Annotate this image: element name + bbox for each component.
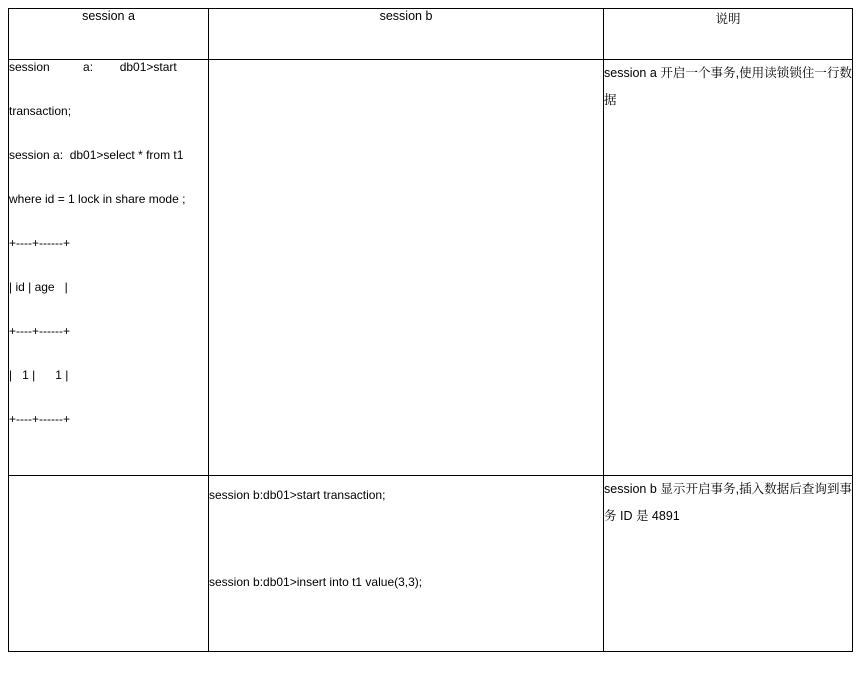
line-spacer <box>9 295 208 324</box>
code-line: session a: db01>start <box>9 60 177 74</box>
code-line: session b:db01>start transaction; <box>209 488 386 502</box>
code-line: +----+------+ <box>9 236 70 250</box>
note-text: session b 显示开启事务,插入数据后查询到事务 ID 是 4891 <box>604 482 852 523</box>
cell-session-a-row2 <box>9 476 209 652</box>
note-text: session a 开启一个事务,使用读锁锁住一行数据 <box>604 66 852 107</box>
cell-note-row1 <box>604 60 853 476</box>
line-spacer <box>9 339 208 368</box>
code-line: session b:db01>insert into t1 value(3,3); <box>209 575 423 589</box>
cell-session-a-row1 <box>9 60 209 476</box>
line-spacer <box>9 383 208 412</box>
line-spacer <box>9 119 208 148</box>
table-header-row <box>9 9 853 60</box>
document-page <box>0 8 862 683</box>
transaction-log-table <box>8 8 853 652</box>
cell-session-b-row2 <box>209 476 604 652</box>
code-line: session a: db01>select * from t1 <box>9 148 184 162</box>
cell-session-b-row1 <box>209 60 604 476</box>
line-spacer <box>9 251 208 280</box>
table-row <box>9 476 853 652</box>
column-header-session-b: session b <box>209 9 604 60</box>
line-spacer <box>9 163 208 192</box>
cell-note-row2 <box>604 476 853 652</box>
line-spacer <box>9 75 208 104</box>
code-line: +----+------+ <box>9 324 70 338</box>
code-line: where id = 1 lock in share mode ; <box>9 192 186 206</box>
line-spacer <box>209 503 603 575</box>
code-line: transaction; <box>9 104 72 118</box>
table-row <box>9 60 853 476</box>
code-line: | 1 | 1 | <box>9 368 69 382</box>
line-spacer <box>9 207 208 236</box>
code-line: | id | age | <box>9 280 68 294</box>
code-line: +----+------+ <box>9 412 70 426</box>
column-header-session-a: session a <box>9 9 209 60</box>
column-header-note: 说明 <box>604 9 853 60</box>
